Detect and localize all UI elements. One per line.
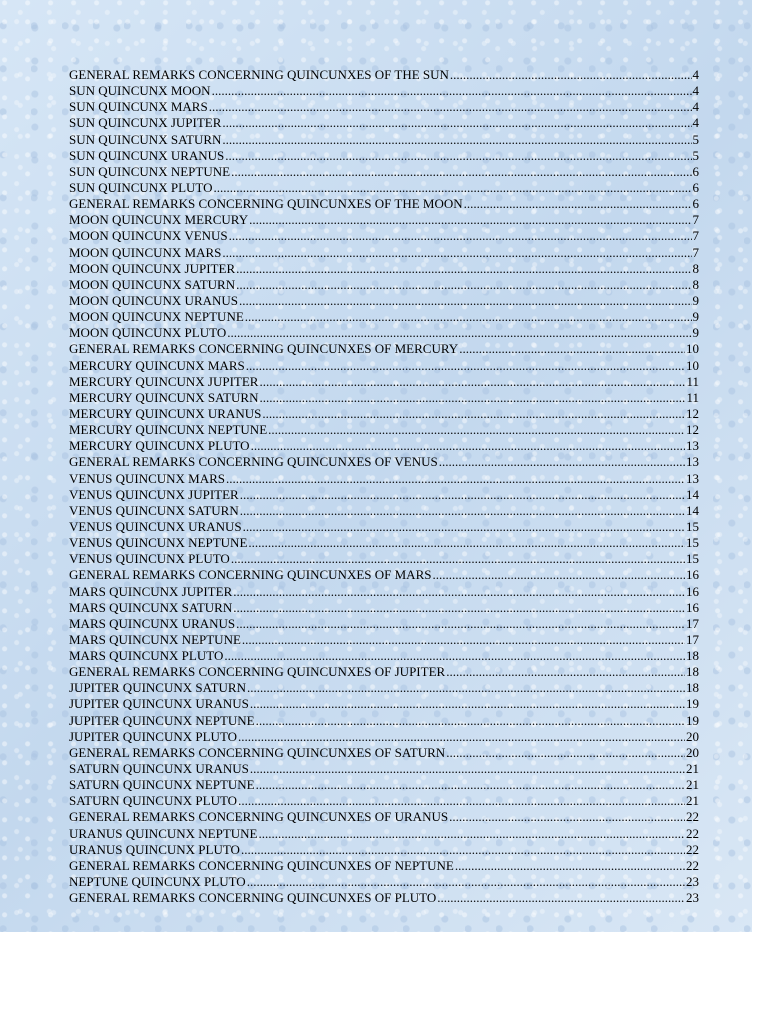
toc-entry[interactable] xyxy=(69,406,699,422)
toc-entry-title: JUPITER QUINCUNX NEPTUNE xyxy=(69,712,255,728)
dot-leader xyxy=(446,745,685,761)
dot-leader xyxy=(222,132,691,148)
toc-entry-page-number: 18 xyxy=(686,680,699,696)
toc-entry[interactable] xyxy=(69,132,699,148)
toc-entry-title: VENUS QUINCUNX JUPITER xyxy=(69,486,239,502)
toc-entry[interactable] xyxy=(69,422,699,438)
toc-entry-page-number: 18 xyxy=(686,648,699,664)
toc-entry-page-number: 22 xyxy=(686,825,699,841)
toc-entry-title: NEPTUNE QUINCUNX PLUTO xyxy=(69,874,246,890)
toc-entry[interactable] xyxy=(69,487,699,503)
toc-entry-title: MERCURY QUINCUNX SATURN xyxy=(69,389,259,405)
toc-entry-page-number: 14 xyxy=(686,486,699,502)
dot-leader xyxy=(236,261,691,277)
toc-entry-page-number: 18 xyxy=(686,664,699,680)
toc-entry[interactable] xyxy=(69,196,699,212)
dot-leader xyxy=(233,584,685,600)
toc-entry-page-number: 15 xyxy=(686,518,699,534)
dot-leader xyxy=(256,713,685,729)
toc-entry-page-number: 17 xyxy=(686,615,699,631)
toc-entry-page-number: 4 xyxy=(692,83,699,99)
toc-entry-page-number: 8 xyxy=(692,260,699,276)
dot-leader xyxy=(231,164,691,180)
dot-leader xyxy=(236,616,685,632)
dot-leader xyxy=(262,406,685,422)
table-of-contents xyxy=(69,67,699,906)
toc-entry-title: GENERAL REMARKS CONCERNING QUINCUNXES OF VENUS xyxy=(69,454,438,470)
toc-entry-title: MOON QUINCUNX URANUS xyxy=(69,292,239,308)
toc-entry[interactable] xyxy=(69,67,699,83)
dot-leader xyxy=(243,519,685,535)
toc-entry-title: MERCURY QUINCUNX PLUTO xyxy=(69,438,250,454)
toc-entry[interactable] xyxy=(69,503,699,519)
toc-entry[interactable] xyxy=(69,551,699,567)
toc-entry-page-number: 22 xyxy=(686,841,699,857)
toc-entry-page-number: 23 xyxy=(686,890,699,906)
toc-entry[interactable] xyxy=(69,745,699,761)
toc-entry[interactable] xyxy=(69,277,699,293)
dot-leader xyxy=(225,148,691,164)
toc-entry[interactable] xyxy=(69,616,699,632)
toc-entry-page-number: 15 xyxy=(686,535,699,551)
toc-entry-page-number: 4 xyxy=(692,99,699,115)
toc-entry-title: VENUS QUINCUNX SATURN xyxy=(69,502,239,518)
toc-entry[interactable] xyxy=(69,164,699,180)
toc-entry-title: GENERAL REMARKS CONCERNING QUINCUNXES OF NEPTUNE xyxy=(69,857,454,873)
toc-entry-page-number: 4 xyxy=(692,67,699,82)
toc-entry-title: MOON QUINCUNX NEPTUNE xyxy=(69,309,244,325)
dot-leader xyxy=(242,632,685,648)
toc-entry-page-number: 13 xyxy=(686,438,699,454)
toc-entry[interactable] xyxy=(69,874,699,890)
toc-entry-title: GENERAL REMARKS CONCERNING QUINCUNXES OF PLUTO xyxy=(69,890,437,906)
toc-entry-title: MARS QUINCUNX JUPITER xyxy=(69,583,233,599)
dot-leader xyxy=(246,358,685,374)
toc-entry[interactable] xyxy=(69,777,699,793)
dot-leader xyxy=(251,438,685,454)
toc-entry[interactable] xyxy=(69,793,699,809)
dot-leader xyxy=(222,115,691,131)
toc-entry-title: GENERAL REMARKS CONCERNING QUINCUNXES OF THE MOON xyxy=(69,196,463,212)
dot-leader xyxy=(229,228,692,244)
toc-entry-page-number: 15 xyxy=(686,551,699,567)
toc-entry-page-number: 16 xyxy=(686,599,699,615)
dot-leader xyxy=(250,696,685,712)
toc-entry[interactable] xyxy=(69,713,699,729)
toc-entry-page-number: 22 xyxy=(686,857,699,873)
toc-entry-title: MARS QUINCUNX SATURN xyxy=(69,599,233,615)
toc-entry-page-number: 16 xyxy=(686,567,699,583)
dot-leader xyxy=(214,180,692,196)
toc-entry[interactable] xyxy=(69,471,699,487)
toc-entry-page-number: 17 xyxy=(686,631,699,647)
dot-leader xyxy=(245,309,692,325)
toc-entry-page-number: 19 xyxy=(686,712,699,728)
toc-entry[interactable] xyxy=(69,648,699,664)
toc-entry-title: SUN QUINCUNX NEPTUNE xyxy=(69,163,231,179)
toc-entry[interactable] xyxy=(69,99,699,115)
toc-entry[interactable] xyxy=(69,664,699,680)
dot-leader xyxy=(247,874,685,890)
toc-entry[interactable] xyxy=(69,358,699,374)
dot-leader xyxy=(233,600,685,616)
toc-entry[interactable] xyxy=(69,438,699,454)
toc-entry[interactable] xyxy=(69,309,699,325)
toc-entry-title: MOON QUINCUNX MERCURY xyxy=(69,212,249,228)
toc-entry-title: MERCURY QUINCUNX MARS xyxy=(69,357,245,373)
toc-entry[interactable] xyxy=(69,680,699,696)
toc-entry-page-number: 11 xyxy=(686,389,699,405)
toc-entry[interactable] xyxy=(69,842,699,858)
toc-entry[interactable] xyxy=(69,696,699,712)
toc-entry[interactable] xyxy=(69,261,699,277)
toc-entry[interactable] xyxy=(69,600,699,616)
toc-entry-title: SUN QUINCUNX SATURN xyxy=(69,131,222,147)
toc-entry-title: SUN QUINCUNX JUPITER xyxy=(69,115,222,131)
toc-entry-page-number: 7 xyxy=(692,244,699,260)
dot-leader xyxy=(259,390,685,406)
toc-entry-page-number: 9 xyxy=(692,325,699,341)
toc-entry[interactable] xyxy=(69,115,699,131)
toc-entry-title: GENERAL REMARKS CONCERNING QUINCUNXES OF MERCURY xyxy=(69,341,459,357)
toc-entry-page-number: 5 xyxy=(692,131,699,147)
toc-entry-title: SATURN QUINCUNX NEPTUNE xyxy=(69,777,255,793)
toc-entry-title: SUN QUINCUNX MOON xyxy=(69,83,211,99)
dot-leader xyxy=(236,277,691,293)
dot-leader xyxy=(459,341,685,357)
dot-leader xyxy=(227,325,691,341)
toc-entry-page-number: 9 xyxy=(692,292,699,308)
dot-leader xyxy=(209,99,692,115)
dot-leader xyxy=(449,809,685,825)
toc-entry-title: SATURN QUINCUNX URANUS xyxy=(69,761,249,777)
toc-entry-title: GENERAL REMARKS CONCERNING QUINCUNXES OF URANUS xyxy=(69,809,449,825)
toc-entry-page-number: 22 xyxy=(686,809,699,825)
toc-entry-title: GENERAL REMARKS CONCERNING QUINCUNXES OF SATURN xyxy=(69,744,446,760)
toc-entry[interactable] xyxy=(69,729,699,745)
dot-leader xyxy=(450,67,692,83)
toc-entry[interactable] xyxy=(69,83,699,99)
dot-leader xyxy=(226,471,685,487)
toc-entry-title: URANUS QUINCUNX PLUTO xyxy=(69,841,240,857)
toc-entry-page-number: 14 xyxy=(686,502,699,518)
toc-entry-title: SUN QUINCUNX MARS xyxy=(69,99,208,115)
toc-entry-title: VENUS QUINCUNX PLUTO xyxy=(69,551,230,567)
toc-entry-page-number: 5 xyxy=(692,147,699,163)
toc-entry[interactable] xyxy=(69,245,699,261)
toc-entry[interactable] xyxy=(69,584,699,600)
toc-entry-page-number: 10 xyxy=(686,357,699,373)
toc-entry-title: VENUS QUINCUNX NEPTUNE xyxy=(69,535,248,551)
toc-entry-title: VENUS QUINCUNX URANUS xyxy=(69,518,242,534)
dot-leader xyxy=(446,664,685,680)
dot-leader xyxy=(249,212,691,228)
toc-entry-title: GENERAL REMARKS CONCERNING QUINCUNXES OF THE SUN xyxy=(69,67,449,82)
toc-entry-title: MERCURY QUINCUNX NEPTUNE xyxy=(69,422,268,438)
dot-leader xyxy=(238,793,685,809)
toc-entry-title: SATURN QUINCUNX PLUTO xyxy=(69,793,238,809)
toc-entry-title: VENUS QUINCUNX MARS xyxy=(69,470,226,486)
toc-entry-page-number: 20 xyxy=(686,744,699,760)
toc-entry-title: MOON QUINCUNX SATURN xyxy=(69,276,236,292)
toc-entry[interactable] xyxy=(69,325,699,341)
toc-entry[interactable] xyxy=(69,293,699,309)
toc-entry-title: MARS QUINCUNX PLUTO xyxy=(69,648,224,664)
dot-leader xyxy=(247,680,685,696)
dot-leader xyxy=(250,761,685,777)
toc-entry-title: URANUS QUINCUNX NEPTUNE xyxy=(69,825,258,841)
toc-entry-page-number: 13 xyxy=(686,470,699,486)
dot-leader xyxy=(259,374,685,390)
toc-entry-page-number: 19 xyxy=(686,696,699,712)
dot-leader xyxy=(222,245,691,261)
toc-entry-title: MOON QUINCUNX VENUS xyxy=(69,228,228,244)
dot-leader xyxy=(240,487,685,503)
toc-entry[interactable] xyxy=(69,454,699,470)
toc-entry[interactable] xyxy=(69,809,699,825)
toc-entry-page-number: 10 xyxy=(686,341,699,357)
toc-entry-title: MOON QUINCUNX MARS xyxy=(69,244,222,260)
dot-leader xyxy=(240,503,685,519)
toc-entry[interactable] xyxy=(69,341,699,357)
toc-entry-title: MERCURY QUINCUNX URANUS xyxy=(69,405,262,421)
toc-entry[interactable] xyxy=(69,890,699,906)
toc-entry-page-number: 6 xyxy=(692,179,699,195)
dot-leader xyxy=(259,826,686,842)
toc-entry-title: JUPITER QUINCUNX PLUTO xyxy=(69,728,238,744)
toc-entry-title: JUPITER QUINCUNX SATURN xyxy=(69,680,246,696)
dot-leader xyxy=(224,648,685,664)
toc-entry-page-number: 9 xyxy=(692,309,699,325)
toc-entry-title: MARS QUINCUNX NEPTUNE xyxy=(69,631,241,647)
toc-entry-title: SUN QUINCUNX PLUTO xyxy=(69,179,213,195)
toc-entry-page-number: 20 xyxy=(686,728,699,744)
toc-entry-page-number: 21 xyxy=(686,761,699,777)
toc-entry-page-number: 8 xyxy=(692,276,699,292)
dot-leader xyxy=(437,890,685,906)
dot-leader xyxy=(231,551,685,567)
dot-leader xyxy=(256,777,685,793)
toc-entry-title: SUN QUINCUNX URANUS xyxy=(69,147,225,163)
toc-entry-page-number: 21 xyxy=(686,777,699,793)
dot-leader xyxy=(238,729,685,745)
toc-entry-page-number: 16 xyxy=(686,583,699,599)
toc-entry[interactable] xyxy=(69,148,699,164)
toc-entry[interactable] xyxy=(69,567,699,583)
toc-entry[interactable] xyxy=(69,519,699,535)
toc-entry[interactable] xyxy=(69,180,699,196)
toc-entry-title: GENERAL REMARKS CONCERNING QUINCUNXES OF MARS xyxy=(69,567,432,583)
toc-entry[interactable] xyxy=(69,374,699,390)
dot-leader xyxy=(455,858,685,874)
toc-entry-title: MERCURY QUINCUNX JUPITER xyxy=(69,373,259,389)
toc-entry-page-number: 6 xyxy=(692,163,699,179)
toc-entry-page-number: 21 xyxy=(686,793,699,809)
dot-leader xyxy=(212,83,692,99)
dot-leader xyxy=(432,567,685,583)
toc-entry-page-number: 4 xyxy=(692,115,699,131)
toc-entry-page-number: 7 xyxy=(692,212,699,228)
toc-entry-page-number: 13 xyxy=(686,454,699,470)
toc-entry[interactable] xyxy=(69,390,699,406)
toc-entry[interactable] xyxy=(69,212,699,228)
toc-entry-page-number: 7 xyxy=(692,228,699,244)
toc-entry-title: JUPITER QUINCUNX URANUS xyxy=(69,696,249,712)
toc-entry[interactable] xyxy=(69,228,699,244)
toc-entry-page-number: 12 xyxy=(686,422,699,438)
toc-entry-page-number: 6 xyxy=(692,196,699,212)
dot-leader xyxy=(268,422,685,438)
toc-entry[interactable] xyxy=(69,761,699,777)
toc-entry[interactable] xyxy=(69,535,699,551)
toc-entry-page-number: 12 xyxy=(686,405,699,421)
toc-entry-page-number: 11 xyxy=(686,373,699,389)
dot-leader xyxy=(439,454,685,470)
toc-entry-title: MOON QUINCUNX JUPITER xyxy=(69,260,236,276)
dot-leader xyxy=(464,196,692,212)
dot-leader xyxy=(239,293,691,309)
toc-entry[interactable] xyxy=(69,858,699,874)
toc-entry-title: GENERAL REMARKS CONCERNING QUINCUNXES OF JUPITER xyxy=(69,664,446,680)
toc-entry[interactable] xyxy=(69,826,699,842)
toc-entry-page-number: 23 xyxy=(686,874,699,890)
toc-entry[interactable] xyxy=(69,632,699,648)
toc-entry-title: MARS QUINCUNX URANUS xyxy=(69,615,236,631)
toc-entry-title: MOON QUINCUNX PLUTO xyxy=(69,325,227,341)
dot-leader xyxy=(248,535,685,551)
dot-leader xyxy=(241,842,685,858)
